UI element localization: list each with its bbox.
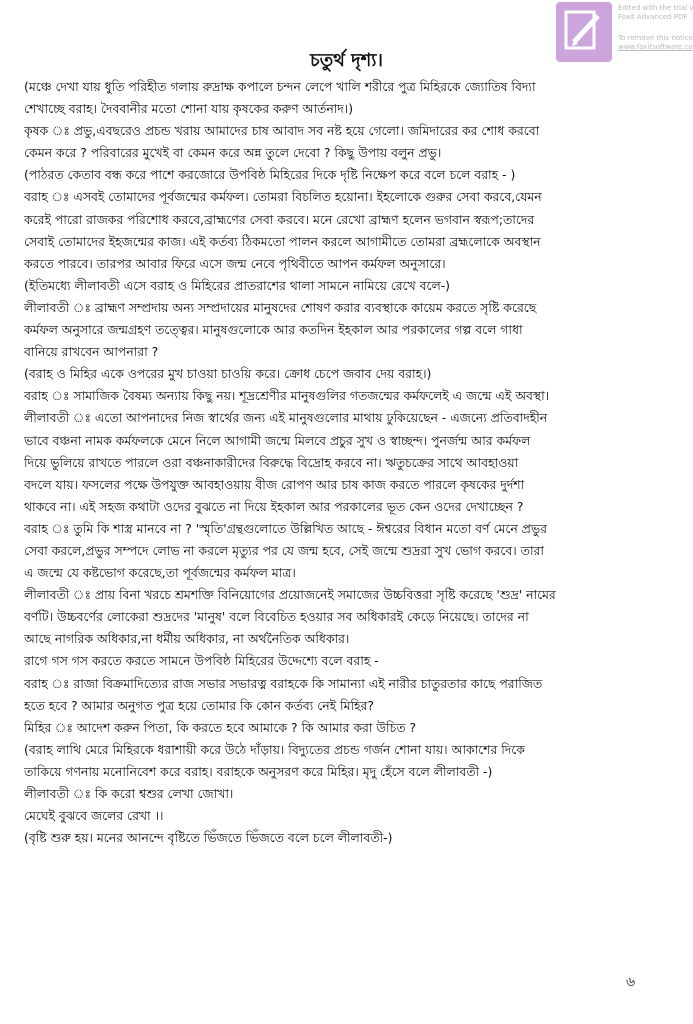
text-line: বানিয়ে রাখবেন আপনারা ? <box>24 344 159 360</box>
text-line: (ইতিমধ্যে লীলাবতী এসে বরাহ ও মিহিরের প্রাতরাশের থালা সামনে নামিয়ে রেখে বলে-) <box>24 277 451 293</box>
text-line: থাকবে না। এই সহজ কথাটা ওদের বুঝতে না দিয়ে ইহকাল আর পরকালের ভূত কেন ওদের দেখাচ্ছেন ? <box>24 498 524 514</box>
text-line: এ জন্মে যে কষ্টভোগ করেছে,তা পূর্বজন্মের কর্মফল মাত্র। <box>24 565 296 581</box>
text-line: হতে হবে ? আমার অনুগত পুত্র হয়ে তোমার কি কোন কর্তব্য নেই মিহির? <box>24 697 374 713</box>
text-line: বরাহ ঃ তুমি কি শাস্ত্র মানবে না ? 'স্মৃতি'গ্রন্থগুলোতে উল্লিখিত আছে - ঈশ্বরের বিধান মতো বর্ণ মেনে প্রভুর <box>24 520 547 536</box>
text-line: (বরাহ লাথি মেরে মিহিরকে ধরাশায়ী করে উঠে দাঁড়ায়। বিদ্যুতের প্রচন্ড গর্জন শোনা যায়। আকাশের দিকে <box>24 741 525 757</box>
text-line: কর্মফল অনুসারে জন্মগ্রহণ তত্ত্বের। মানুষগুলোকে আর কতদিন ইহকাল আর পরকালের গল্প বলে গাধা <box>24 322 523 338</box>
scene-text-body <box>24 76 672 849</box>
text-line: দিয়ে ভুলিয়ে রাখতে পারলে ওরা বঞ্চনাকারীদের বিরুদ্ধে বিদ্রোহ করবে না। ঋতুচক্রের সাথে আবহাওয়া <box>24 454 519 470</box>
text-line: (মঞ্চে দেখা যায় ধুতি পরিহীত গলায় রুদ্রাক্ষ কপালে চন্দন লেপে খালি শরীরে পুত্র মিহিরকে জ্যোতিষ বিদ্যা <box>24 79 536 94</box>
text-line: (বরাহ ও মিহির একে ওপরের মুখ চাওয়া চাওয়ি করে। ক্রোধ চেপে জবাব দেয় বরাহ।) <box>24 366 432 382</box>
text-line: ভাবে বঞ্চনা নামক কর্মফলকে মেনে নিলে আগামী জন্মে মিলবে প্রচুর সুখ ও স্বাচ্ছন্দ। পুনর্জন্ম আর কর্মফল <box>24 432 531 448</box>
text-line: লীলাবতী ঃ কি করো শ্বশুর লেখা জোখা। <box>24 786 234 801</box>
watermark-link[interactable]: www.foxitsoftware.co <box>618 43 693 51</box>
text-line: আছে নাগরিক অধিকার,না ধর্মীয় অধিকার, না অর্থনৈতিক অধিকার। <box>24 631 350 647</box>
text-line: করেই পারো রাজকর পরিশোধ করবে,ব্রাহ্মণের সেবা করবে। মনে রেখো ব্রাহ্মণ হলেন ভগবান স্বরূপ;তাদের <box>24 211 535 227</box>
text-line: শেখাচ্ছে বরাহ। দৈববানীর মতো শোনা যায় কৃষকের করুণ আর্তনাদ।) <box>24 101 354 117</box>
page-number: ৬ <box>626 974 636 990</box>
text-line: বরাহ ঃ সামাজিক বৈষম্য অন্যায় কিছু নয়। শূদ্রশ্রেণীর মানুষগুলির গতজন্মের কর্মফলেই এ জন্মে এই অবস্থা। <box>24 388 550 404</box>
text-line: লীলাবতী ঃ প্রায় বিনা খরচে শ্রমশক্তি বিনিয়োগের প্রয়োজনেই সমাজের উচ্চবিত্তরা সৃষ্টি করেছে 'শুদ্র' নামের <box>24 587 556 603</box>
text-line: লীলাবতী ঃ এতো আপনাদের নিজ স্বার্থের জন্য এই মানুষগুলোর মাথায় ঢুকিয়েছেন - এজন্যে প্রতিবাদহীন <box>24 410 548 426</box>
text-line: (বৃষ্টি শুরু হয়। মনের আনন্দে বৃষ্টিতে ভিঁজতে ভিঁজতে বলে চলে লীলাবতী-) <box>24 830 393 846</box>
scene-title: চতুর্থ দৃশ্য। <box>310 50 383 71</box>
text-line: বরাহ ঃ রাজা বিক্রমাদিত্যের রাজ সভার সভারত্ন বরাহকে কি সামান্যা এই নারীর চাতুরতার কাছে পরাজিত <box>24 675 543 691</box>
text-line: বরাহ ঃ এসবই তোমাদের পূর্বজন্মের কর্মফল। তোমরা বিচলিত হয়োনা। ইহলোকে গুরুর সেবা করবে,যেমন <box>24 189 542 205</box>
text-line: মেঘেই বুঝবে জলের রেখা ।। <box>24 808 164 824</box>
watermark-line-1: Edited with the trial v <box>618 4 693 12</box>
text-line: কৃষক ঃ প্রভু,এবছরেও প্রচন্ড খরায় আমাদের চাষ আবাদ সব নষ্ট হয়ে গেলো। জমিদারের কর শোধ করবো <box>24 123 540 139</box>
text-line: সেবা করলে,প্রভুর সম্পদে লোভ না করলে মৃত্যুর পর যে জন্ম হবে, সেই জন্মে শুদ্ররা সুখ ভোগ করবে। তারা <box>24 542 544 558</box>
text-line: লীলাবতী ঃ ব্রাহ্মণ সম্প্রদায় অন্য সম্প্রদায়ের মানুষদের শোষণ করার ব্যবস্থাকে কায়েম করতে সৃষ্টি করেছে <box>24 299 537 315</box>
text-line: তাকিয়ে গণনায় মনোনিবেশ করে বরাহ। বরাহকে অনুসরণ করে মিহির। মৃদু হেঁসে বলে লীলাবতী -) <box>24 763 493 779</box>
text-line: মিহির ঃ আদেশ করুন পিতা, কি করতে হবে আমাকে ? কি আমার করা উচিত ? <box>24 719 417 735</box>
watermark-line-3: To remove this notice <box>618 34 693 42</box>
watermark-line-2: Foxit Advanced PDF <box>618 13 688 21</box>
text-line: বর্ণটি। উচ্চবর্ণের লোকেরা শুদ্রদের 'মানুষ' বলে বিবেচিত হওয়ার সব অধিকারই কেড়ে নিয়েছে। তাদের না <box>24 609 529 625</box>
text-line: করতে পারবে। তারপর আবার ফিরে এসে জন্ম নেবে পৃথিবীতে আপন কর্মফল অনুসারে। <box>24 255 446 271</box>
text-line: (পাঠরত কেতাব বন্ধ করে পাশে করজোরে উপবিষ্ঠ মিহিরের দিকে দৃষ্টি নিক্ষেপ করে বলে চলে বরাহ - ) <box>24 167 516 183</box>
text-line: বদলে যায়। ফসলের পক্ষে উপযুক্ত আবহাওয়ায় বীজ রোপণ আর চাষ কাজ করতে পারলে কৃষকের দুর্দশা <box>24 476 525 492</box>
text-line: সেবাই তোমাদের ইহজন্মের কাজ। এই কর্তব্য ঠিকমতো পালন করলে আগামীতে তোমরা ব্রহ্মলোকে অবস্থান <box>24 233 541 249</box>
text-line: রাগে গস গস করতে করতে সামনে উপবিষ্ঠ মিহিরের উদ্দেশ্যে বলে বরাহ - <box>24 653 379 669</box>
text-line: কেমন করে ? পরিবারের মুখেই বা কেমন করে অন্ন তুলে দেবো ? কিছু উপায় বলুন প্রভু। <box>24 145 442 161</box>
